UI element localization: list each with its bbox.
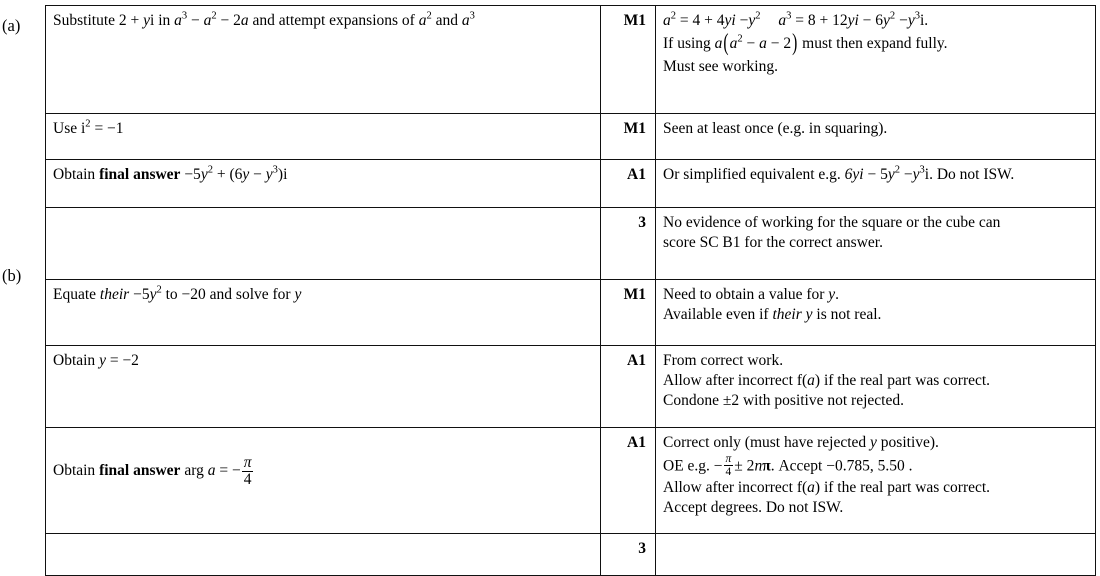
text-fragment: − [899,12,908,29]
table-row [46,280,1096,346]
row-a-a1-notes [656,160,1096,208]
text-fragment: a [759,35,767,53]
text-fragment: y [907,12,915,29]
text-fragment: + (6 [216,166,243,183]
text-fragment: 3 [786,10,792,22]
text-fragment: = 4 + 4 [679,12,725,29]
text-fragment: 3 [919,164,925,176]
text-fragment: 2 [755,10,761,22]
row-a-m1-working [46,6,601,114]
text-fragment: Obtain [53,352,96,369]
text-fragment: n [754,457,763,475]
text-fragment: y [883,12,890,29]
text-fragment: a [729,35,738,53]
text-fragment: − [253,166,262,183]
text-fragment: and attempt expansions of [252,12,415,29]
text-fragment: Use [53,120,78,137]
text-fragment: . Do not ISW. [929,166,1015,183]
text-fragment: y [143,12,151,29]
text-fragment: positive). [880,434,939,451]
row-b-m1-mark: M1 [601,280,656,346]
text-fragment: y [242,166,250,183]
text-fragment: y [200,166,208,183]
text-fragment: ) [792,30,798,57]
text-fragment: ± 2 [734,457,755,475]
table-row [46,346,1096,428]
table-row [46,160,1096,208]
text-fragment: = −2 [109,352,139,369]
text-fragment: −5 [133,286,150,303]
table-row [46,114,1096,160]
text-fragment: − [903,166,913,183]
text-fragment: a [714,35,723,53]
text-fragment: score SC B1 for the correct answer. [663,234,883,252]
text-fragment: y [265,166,273,183]
text-fragment: a [807,479,815,497]
text-fragment: must then expand fully. [802,35,948,53]
text-fragment: arg [184,461,204,479]
fraction-numerator: π [725,453,732,466]
text-fragment: Allow after incorrect f( [663,372,808,390]
text-fragment: 2 [670,10,677,22]
row-a-m1b-working [46,114,601,160]
row-b-a1-working [46,346,601,428]
text-fragment: y [912,166,920,183]
row-a-total-notes [656,208,1096,280]
text-fragment: a [174,12,182,29]
text-fragment: a [663,12,671,29]
part-label-b: (b) [2,266,22,285]
text-fragment: 3 [181,10,188,22]
mark-scheme-table [45,5,1096,576]
row-b-total-working [46,534,601,576]
text-fragment: Or simplified equivalent e.g. [663,166,841,183]
text-fragment: 3 [272,164,278,176]
text-fragment: and [435,12,458,29]
text-fragment: 2 [426,10,432,22]
text-fragment: y [748,12,756,29]
text-fragment: y [828,286,836,303]
text-fragment: a [807,372,815,390]
text-fragment: final answer [99,166,181,183]
text-fragment: yi [847,12,859,29]
text-fragment: Obtain [53,461,96,479]
text-fragment: No evidence of working for the square or the cube can [663,214,1001,231]
text-fragment: − [739,12,749,29]
row-b-total-mark: 3 [601,534,656,576]
text-fragment: a [207,461,216,479]
text-fragment: π [762,457,771,475]
fraction-pi-over-4-inline [724,453,734,478]
text-fragment: . Accept −0.785, 5.50 . [770,457,913,475]
text-fragment: is not real. [816,306,882,324]
table-row [46,208,1096,280]
text-fragment: i [919,12,925,29]
text-fragment: 2 [889,10,896,22]
text-fragment: 2 [207,164,213,176]
text-fragment: Available even if [663,306,769,324]
text-fragment: − 5 [867,166,888,183]
text-fragment: yi [724,12,736,29]
fraction-denominator: 4 [724,465,734,478]
row-a-m1b-mark: M1 [601,114,656,160]
row-b-a1b-notes [656,428,1096,534]
text-fragment: a [240,12,249,29]
text-fragment: a [203,12,212,29]
text-fragment: − 2 [770,35,792,53]
table-row [46,428,1096,534]
text-fragment: − 2 [220,12,241,29]
row-a-a1-working [46,160,601,208]
text-fragment: ( [723,30,729,57]
text-fragment: − 6 [862,12,884,29]
text-fragment: to −20 and solve for [165,286,291,303]
text-fragment: − [191,12,200,29]
text-fragment: Condone ±2 with positive not rejected. [663,392,904,410]
text-fragment: i [80,120,86,137]
row-b-a1-mark: A1 [601,346,656,428]
text-fragment: Allow after incorrect f( [663,479,808,497]
table-row [46,6,1096,114]
text-fragment: . [835,286,840,303]
text-fragment: Correct only (must have rejected [663,434,867,451]
text-fragment: If using [663,35,711,53]
row-a-m1-notes [656,6,1096,114]
text-fragment: their [772,306,802,324]
text-fragment: Substitute 2 + [53,12,140,29]
text-fragment: y [870,434,877,451]
row-b-m1-working [46,280,601,346]
row-a-total-mark: 3 [601,208,656,280]
fraction-pi-over-4 [242,455,254,489]
text-fragment: = −1 [94,120,124,137]
text-fragment: 2 [85,118,91,130]
text-fragment: a [418,12,427,29]
row-b-m1-notes [656,280,1096,346]
text-fragment: 3 [914,10,920,22]
text-fragment: −5 [184,166,201,183]
text-fragment: Accept degrees. Do not ISW. [663,499,844,517]
row-b-a1b-mark: A1 [601,428,656,534]
row-a-total-working [46,208,601,280]
text-fragment: Need to obtain a value for [663,286,825,303]
text-fragment: 6yi [844,166,864,183]
row-a-m1-mark: M1 [601,6,656,114]
text-fragment: = 8 + 12 [795,12,848,29]
fraction-numerator: π [243,454,252,471]
text-fragment: y [294,286,302,303]
text-fragment: 2 [894,164,900,176]
text-fragment: a [778,12,787,29]
text-fragment: i in [150,12,171,29]
text-fragment: 2 [156,284,162,296]
text-fragment: OE e.g. [663,457,710,475]
text-fragment: Must see working. [663,58,778,76]
text-fragment: 2 [737,33,743,45]
text-fragment: 2 [211,10,217,22]
text-fragment: y [887,166,895,183]
text-fragment: From correct work. [663,352,784,369]
text-fragment: 3 [469,10,475,22]
table-row [46,534,1096,576]
text-fragment: y [149,286,157,303]
text-fragment: = − [219,461,241,479]
text-fragment: y [99,352,106,369]
row-a-a1-mark: A1 [601,160,656,208]
text-fragment: ) if the real part was correct. [814,479,991,497]
part-label-gutter [0,0,45,535]
row-a-m1b-notes: Seen at least once (e.g. in squaring). [656,114,1096,160]
text-fragment: a [461,12,470,29]
row-b-a1-notes [656,346,1096,428]
text-fragment: final answer [99,461,181,479]
text-fragment: y [805,306,813,324]
text-fragment: − [713,457,723,475]
text-fragment: ) if the real part was correct. [814,372,991,390]
text-fragment: − [746,35,756,53]
part-label-a: (a) [2,16,21,35]
text-fragment: their [99,286,130,303]
text-fragment: )i [277,166,288,183]
text-fragment: Obtain [53,166,96,183]
row-b-a1b-working [46,428,601,534]
text-fragment: . [924,12,929,29]
text-fragment: Equate [53,286,97,303]
row-b-total-notes [656,534,1096,576]
text-fragment: i [924,166,930,183]
fraction-denominator: 4 [242,471,254,488]
